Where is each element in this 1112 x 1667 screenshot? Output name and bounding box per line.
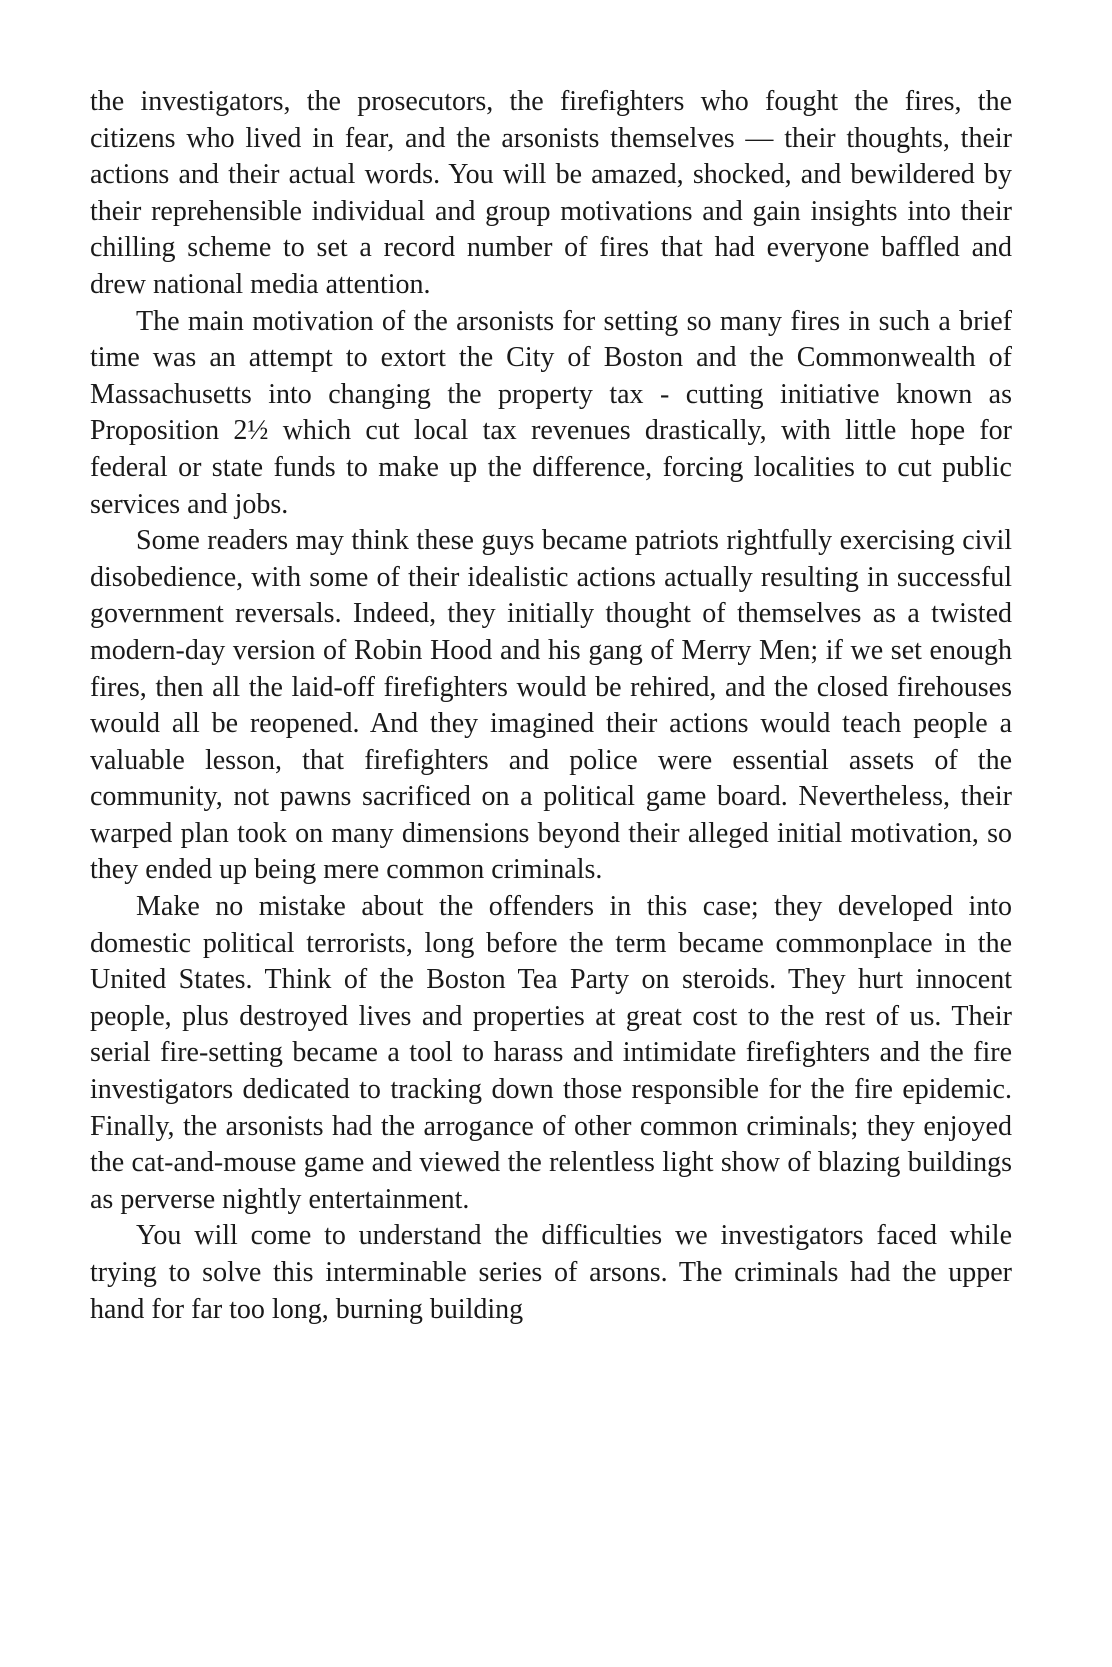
book-page [90, 84, 1012, 1328]
paragraph-difficulties: You will come to understand the difficulties we investigators faced while trying to solve this interminable series of arsons. The criminals had the upper hand for far too long, burning building [90, 1220, 1012, 1325]
paragraph-continued: the investigators, the prosecutors, the firefighters who fought the fires, the citizens who lived in fear, and the arsonists themselves — their thoughts, their actions and their actual words. You will be amazed, shocked, and bewildered by their reprehensible individual and group motivations and gain insights into their chilling scheme to set a record number of fires that had everyone baffled and drew national media attention. [90, 86, 1012, 300]
paragraph-motivation: The main motivation of the arsonists for setting so many fires in such a brief time was an attempt to extort the City of Boston and the Commonwealth of Massachusetts into changing the property tax - cutting initiative known as Proposition 2½ which cut local tax revenues drastically, with little hope for federal or state funds to make up the difference, forcing localities to cut public services and jobs. [90, 305, 1012, 520]
paragraph-terrorists: Make no mistake about the offenders in this case; they developed into domestic political terrorists, long before the term became commonplace in the United States. Think of the Boston Tea Party on steroids. They hurt innocent people, plus destroyed lives and properties at great cost to the rest of us. Their serial fire-setting became a tool to harass and intimidate firefighters and the fire investigators dedicated to tracking down those responsible for the fire epidemic. Finally, the arsonists had the arrogance of other common criminals; they enjoyed the cat-and-mouse game and viewed the relentless light show of blazing buildings as perverse nightly entertainment. [90, 891, 1012, 1215]
paragraph-patriots: Some readers may think these guys became patriots rightfully exercising civil disobedience, with some of their idealistic actions actually resulting in successful government reversals. Indeed, they initially thought of themselves as a twisted modern-day version of Robin Hood and his gang of Merry Men; if we set enough fires, then all the laid-off firefighters would be rehired, and the closed firehouses would all be reopened. And they imagined their actions would teach people a valuable lesson, that firefighters and police were essential assets of the community, not pawns sacrificed on a political game board. Nevertheless, their warped plan took on many dimensions beyond their alleged initial motivation, so they ended up being mere common criminals. [90, 525, 1012, 886]
